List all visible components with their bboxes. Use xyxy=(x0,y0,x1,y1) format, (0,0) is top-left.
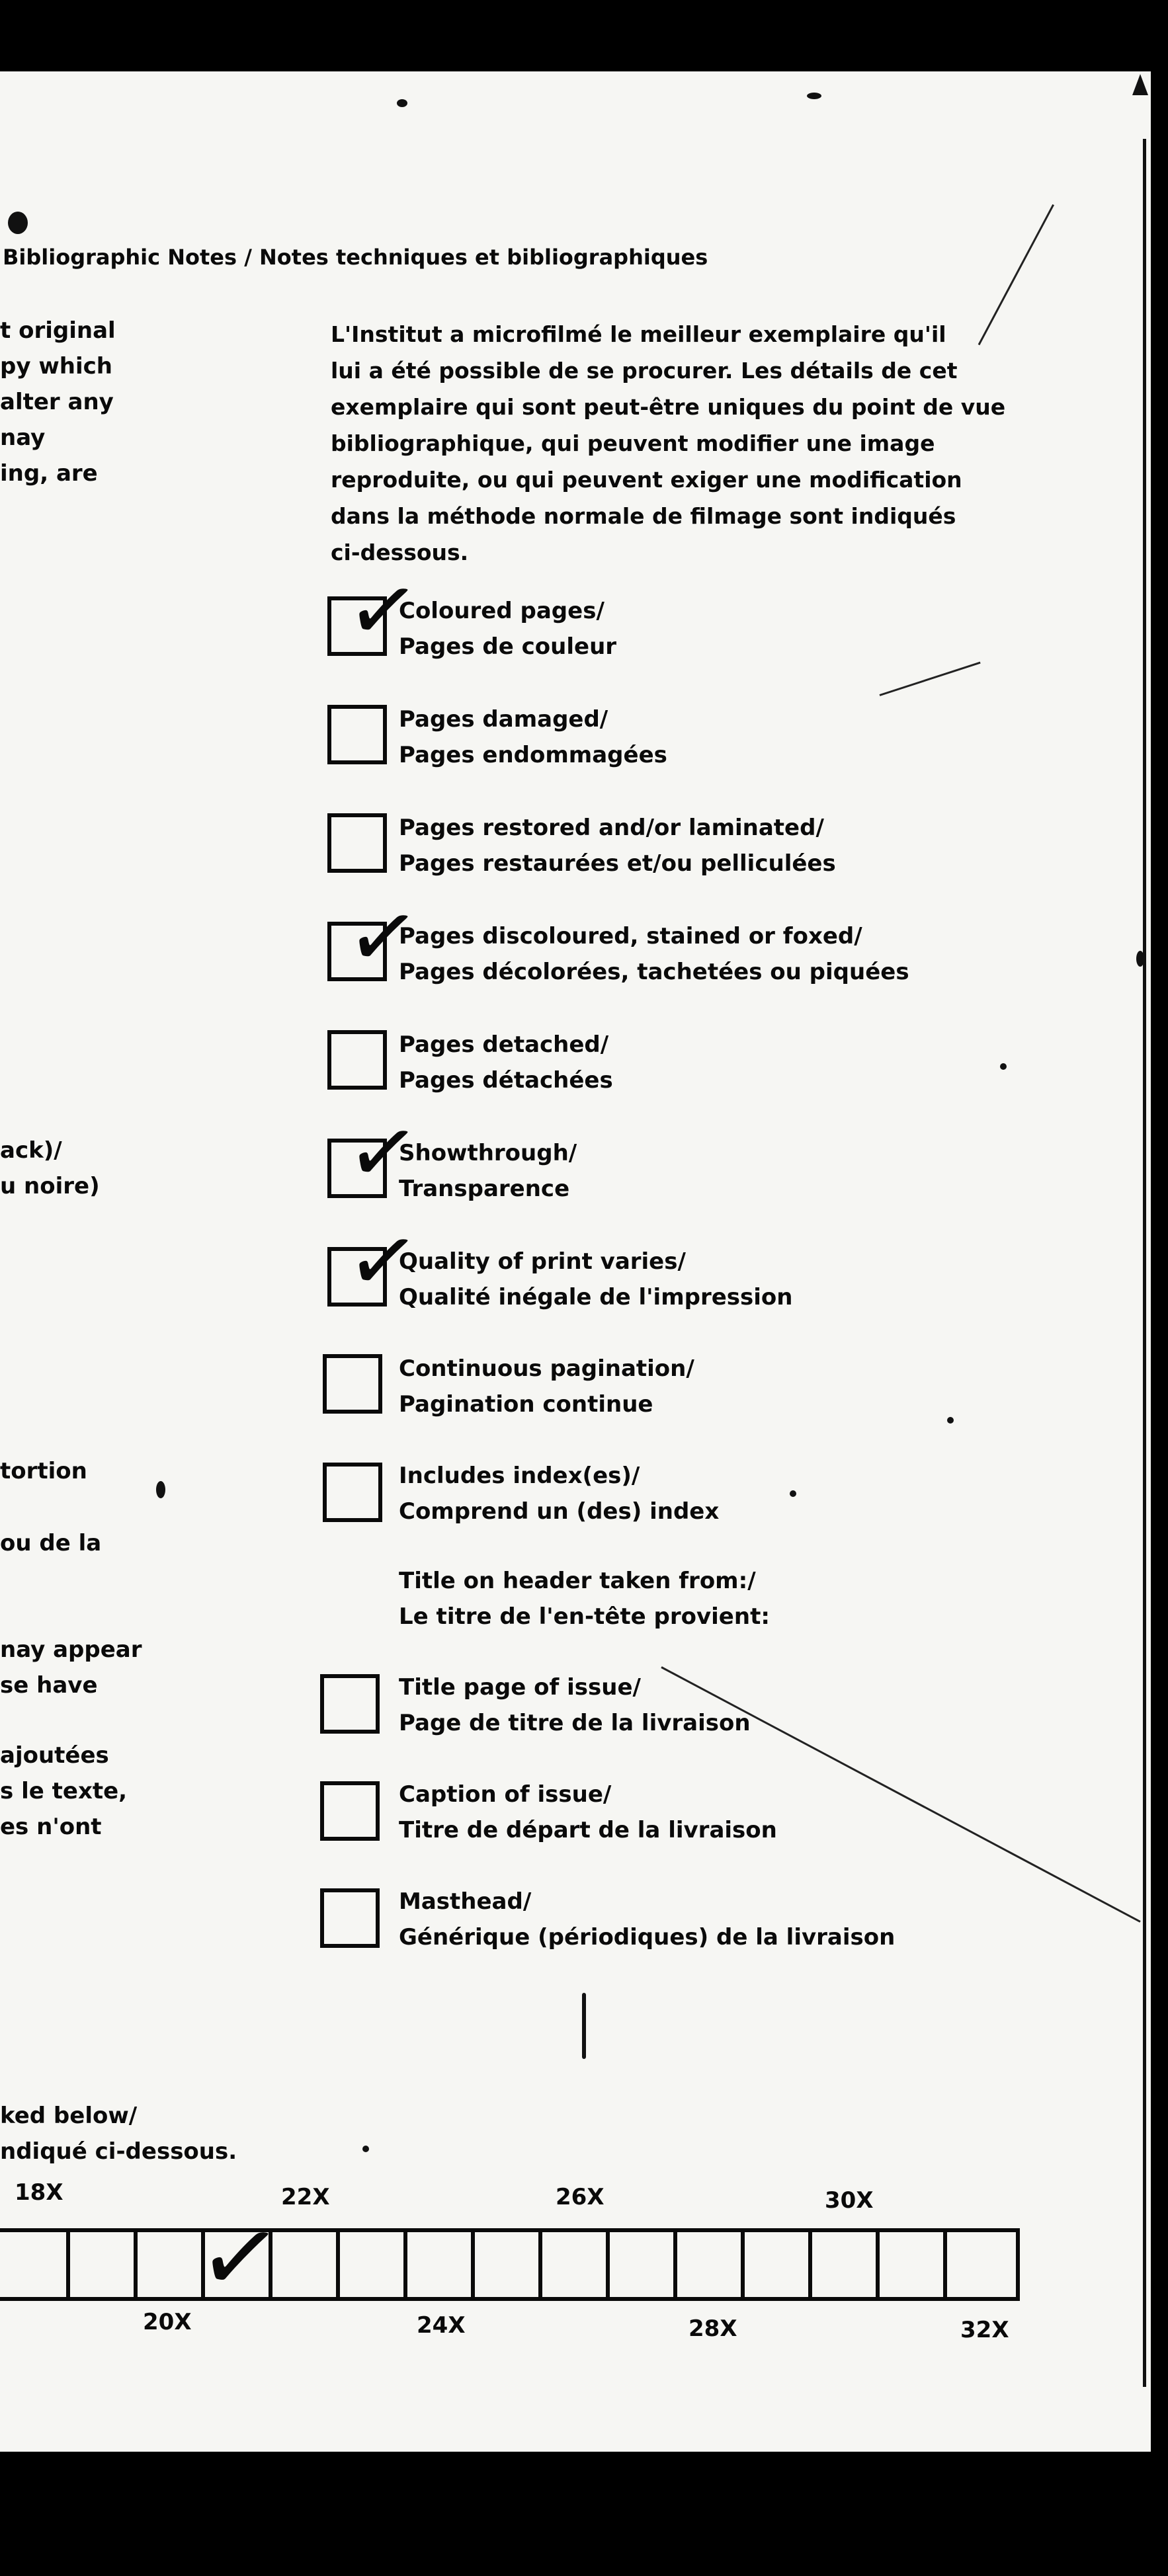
left-fragment: u noire) xyxy=(0,1173,100,1199)
scale-cell[interactable] xyxy=(741,2228,812,2301)
checkbox-pages-restored[interactable] xyxy=(327,813,387,873)
left-fragment: alter any xyxy=(0,389,114,415)
option-label: Pagination continue xyxy=(399,1391,653,1418)
left-fragment: nay appear xyxy=(0,1636,142,1663)
checkmark-icon: ✓ xyxy=(340,1098,426,1207)
scale-label: 20X xyxy=(143,2309,192,2335)
scale-label: 18X xyxy=(15,2179,63,2206)
option-label: Pages damaged/ xyxy=(399,706,608,733)
speck xyxy=(1000,1063,1007,1070)
option-label: Pages endommagées xyxy=(399,742,667,768)
speck xyxy=(1136,951,1144,967)
intro-line: reproduite, ou qui peuvent exiger une modification xyxy=(331,467,962,493)
option-label: Transparence xyxy=(399,1176,570,1202)
scale-cell[interactable] xyxy=(808,2228,880,2301)
option-label: Caption of issue/ xyxy=(399,1781,612,1808)
section-title: Bibliographic Notes / Notes techniques et bibliographiques xyxy=(3,245,708,270)
left-fragment: ou de la xyxy=(0,1530,102,1556)
option-label: Includes index(es)/ xyxy=(399,1463,640,1489)
scale-cell[interactable] xyxy=(471,2228,542,2301)
scale-cell[interactable] xyxy=(538,2228,610,2301)
scale-label: 24X xyxy=(417,2312,466,2339)
intro-paragraph xyxy=(331,316,1005,571)
scale-cell[interactable] xyxy=(336,2228,407,2301)
left-fragment: t original xyxy=(0,317,116,344)
option-label: Pages décolorées, tachetées ou piquées xyxy=(399,959,909,985)
checkbox-masthead[interactable] xyxy=(320,1888,380,1948)
left-fragment: py which xyxy=(0,353,112,380)
checkmark-icon: ✓ xyxy=(340,555,426,665)
checkmark-icon: ✓ xyxy=(340,882,426,992)
scale-label: 30X xyxy=(825,2187,874,2214)
option-label: Pages détachées xyxy=(399,1067,613,1094)
option-label: Quality of print varies/ xyxy=(399,1248,686,1275)
checkbox-includes-index[interactable] xyxy=(323,1463,382,1522)
scale-cell[interactable] xyxy=(0,2228,70,2301)
left-fragment: s le texte, xyxy=(0,1778,128,1804)
speck xyxy=(156,1481,165,1498)
intro-line: dans la méthode normale de filmage sont indiqués xyxy=(331,503,956,529)
speck xyxy=(362,2146,369,2152)
checkbox-caption[interactable] xyxy=(320,1781,380,1841)
left-fragment: se have xyxy=(0,1672,98,1699)
page-edge-line xyxy=(1143,139,1146,2387)
option-label: Générique (périodiques) de la livraison xyxy=(399,1924,896,1951)
intro-line: exemplaire qui sont peut-être uniques du point de vue xyxy=(331,394,1006,420)
checkmark-icon: ✓ xyxy=(340,1206,426,1316)
option-label: Comprend un (des) index xyxy=(399,1498,720,1525)
header-source-label: Le titre de l'en-tête provient: xyxy=(399,1603,770,1630)
scale-cell[interactable] xyxy=(66,2228,138,2301)
option-label: Coloured pages/ xyxy=(399,598,605,624)
checkbox-pages-damaged[interactable] xyxy=(327,705,387,764)
left-fragment: nay xyxy=(0,424,46,451)
option-label: Pages restored and/or laminated/ xyxy=(399,815,824,841)
scale-label: 26X xyxy=(556,2184,605,2210)
intro-line: ci-dessous. xyxy=(331,540,469,565)
option-label: Pages detached/ xyxy=(399,1031,609,1058)
scale-cell[interactable] xyxy=(673,2228,745,2301)
option-label: Showthrough/ xyxy=(399,1140,577,1166)
scale-cell[interactable] xyxy=(606,2228,677,2301)
intro-line: bibliographique, qui peuvent modifier une image xyxy=(331,430,935,456)
option-label: Qualité inégale de l'impression xyxy=(399,1284,793,1310)
option-label: Masthead/ xyxy=(399,1888,532,1915)
option-label: Pages de couleur xyxy=(399,633,617,660)
left-fragment: ajoutées xyxy=(0,1742,109,1769)
scale-cell[interactable] xyxy=(876,2228,947,2301)
scale-cell[interactable] xyxy=(943,2228,1020,2301)
intro-line: lui a été possible de se procurer. Les détails de cet xyxy=(331,358,958,383)
scale-label: 32X xyxy=(960,2317,1009,2343)
option-label: Pages discoloured, stained or foxed/ xyxy=(399,923,862,949)
option-label: Titre de départ de la livraison xyxy=(399,1817,777,1843)
checkbox-title-page[interactable] xyxy=(320,1674,380,1734)
left-fragment: ack)/ xyxy=(0,1137,62,1164)
option-label: Title page of issue/ xyxy=(399,1674,641,1701)
left-fragment: ndiqué ci-dessous. xyxy=(0,2138,237,2165)
scale-cell[interactable] xyxy=(403,2228,475,2301)
scale-label: 22X xyxy=(281,2184,330,2210)
left-fragment: es n'ont xyxy=(0,1814,102,1840)
checkbox-continuous-pagination[interactable] xyxy=(323,1354,382,1414)
speck xyxy=(582,1993,586,2059)
speck xyxy=(8,212,28,234)
option-label: Continuous pagination/ xyxy=(399,1355,694,1382)
speck xyxy=(807,93,821,99)
checkbox-pages-detached[interactable] xyxy=(327,1030,387,1090)
intro-line: L'Institut a microfilmé le meilleur exemplaire qu'il xyxy=(331,321,946,347)
page-corner-mark xyxy=(1132,74,1148,95)
checkmark-icon: ✓ xyxy=(190,2195,290,2321)
left-fragment: ing, are xyxy=(0,460,98,487)
speck xyxy=(397,99,407,107)
speck xyxy=(947,1417,954,1424)
scale-label: 28X xyxy=(688,2315,737,2342)
left-fragment: tortion xyxy=(0,1458,87,1484)
header-source-label: Title on header taken from:/ xyxy=(399,1568,756,1594)
speck xyxy=(790,1490,796,1497)
left-fragment: ked below/ xyxy=(0,2103,138,2129)
option-label: Pages restaurées et/ou pelliculées xyxy=(399,850,836,877)
option-label: Page de titre de la livraison xyxy=(399,1710,751,1736)
